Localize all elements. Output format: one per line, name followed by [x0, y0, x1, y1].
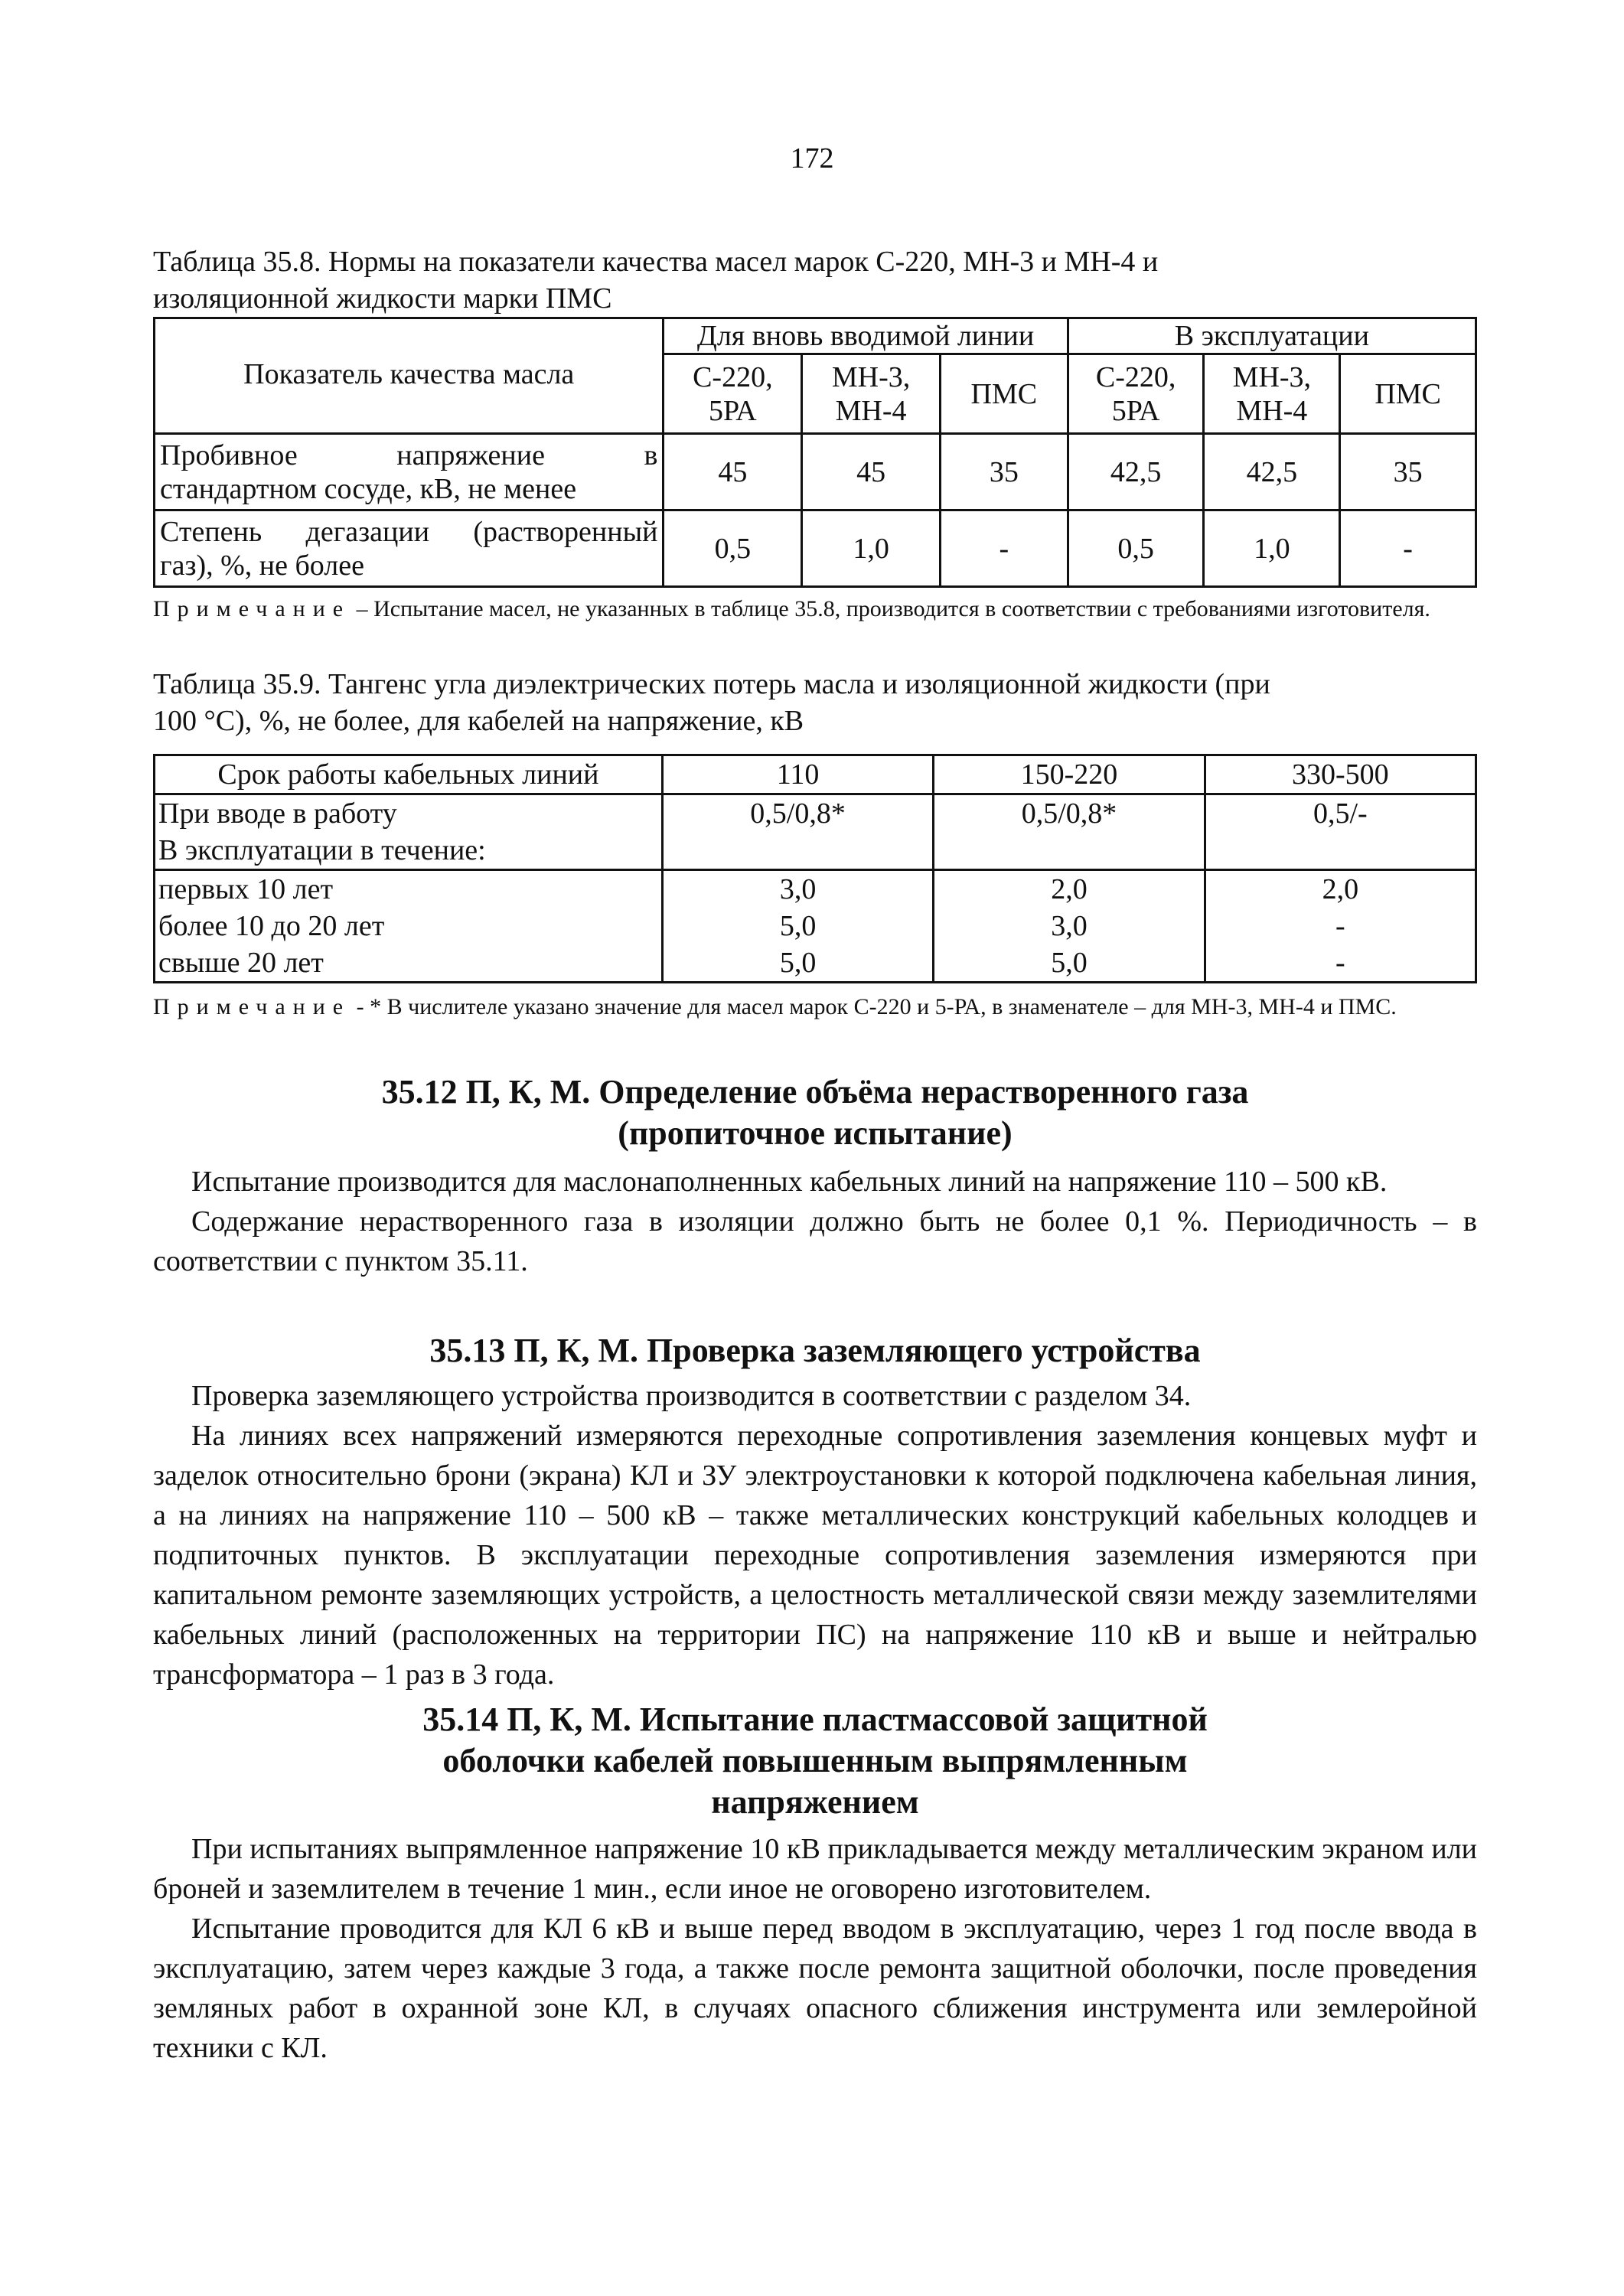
row-label: Степень дегазации (растворенный газ), %, не более	[155, 510, 664, 587]
paragraph: На линиях всех напряжений измеряются переходные сопротивления заземления концевых муфт и заделок относительно брони (экрана) КЛ и ЗУ электроустановки к которой подключена кабельная линия, а на линиях на напряжение 110 – 500 кВ – также металлических конструкций кабельных колодцев и подпиточных пунктов. В эксплуатации переходные сопротивления заземления измеряются при капитальном ремонте заземляющих устройств, а целостность металлической связи между заземлителями кабельных линий (расположенных на территории ПС) на напряжение 110 кВ и выше и нейтралью трансформатора – 1 раз в 3 года.	[153, 1420, 1477, 1691]
header-cell: 330-500	[1205, 755, 1476, 794]
cell: 45	[664, 434, 802, 510]
note-label: Примечание	[153, 994, 351, 1019]
cell: 42,5	[1204, 434, 1340, 510]
subheader-mn: МН-3, МН-4	[1204, 354, 1340, 434]
table-row	[155, 944, 1476, 983]
cell: 5,0	[662, 908, 933, 944]
table-row	[155, 870, 1476, 908]
section-heading: 35.13 П, К, М. Проверка заземляющего устройства	[429, 1332, 1201, 1369]
cell: -	[1205, 944, 1476, 983]
table-row	[155, 794, 1476, 833]
row-label: свыше 20 лет	[155, 944, 663, 983]
cell: 3,0	[662, 870, 933, 908]
row-label: В эксплуатации в течение:	[155, 832, 663, 870]
table-row	[155, 832, 1476, 870]
table-row	[155, 510, 1476, 587]
table-35-9-caption	[153, 666, 1477, 739]
cell: 0,5	[1068, 510, 1204, 587]
caption-line: изоляционной жидкости марки ПМС	[153, 282, 612, 315]
cell: 5,0	[934, 944, 1205, 983]
cell: -	[1205, 908, 1476, 944]
section-35-13	[153, 1330, 1477, 1694]
caption-line: Таблица 35.9. Тангенс угла диэлектрических потерь масла и изоляционной жидкости (при	[153, 668, 1270, 700]
header-parameter: Показатель качества масла	[155, 318, 664, 434]
paragraph: Содержание нерастворенного газа в изоляции должно быть не более 0,1 %. Периодичность – в соответствии с пунктом 35.11.	[153, 1205, 1477, 1277]
table-row	[155, 434, 1476, 510]
cell: 1,0	[802, 510, 941, 587]
subheader-pms: ПМС	[940, 354, 1068, 434]
section-35-12	[153, 1071, 1477, 1281]
cell: -	[1340, 510, 1476, 587]
caption-line: Таблица 35.8. Нормы на показатели качества масел марок С-220, МН-3 и МН-4 и	[153, 246, 1159, 278]
table-35-8-caption	[153, 243, 1477, 317]
cell: 42,5	[1068, 434, 1204, 510]
table-35-8-note	[153, 595, 1477, 624]
cell: 3,0	[934, 908, 1205, 944]
cell: 35	[940, 434, 1068, 510]
section-heading: 35.12 П, К, М. Определение объёма нерастворенного газа (пропиточное испытание)	[381, 1073, 1249, 1152]
table-35-8	[153, 317, 1477, 588]
table-35-9-note	[153, 993, 1477, 1022]
cell: 5,0	[662, 944, 933, 983]
table-row	[155, 908, 1476, 944]
row-label: более 10 до 20 лет	[155, 908, 663, 944]
subheader-pms: ПМС	[1340, 354, 1476, 434]
cell: 2,0	[1205, 870, 1476, 908]
cell	[1205, 832, 1476, 870]
cell: 0,5/0,8*	[662, 794, 933, 833]
cell: 0,5/-	[1205, 794, 1476, 833]
cell	[934, 832, 1205, 870]
header-cell: 110	[662, 755, 933, 794]
row-label: первых 10 лет	[155, 870, 663, 908]
paragraph: Испытание производится для маслонаполненных кабельных линий на напряжение 110 – 500 кВ.	[191, 1166, 1388, 1198]
note-text: - * В числителе указано значение для масел марок С-220 и 5-РА, в знаменателе – для МН-3, МН-4 и ПМС.	[351, 994, 1397, 1019]
row-label: Пробивное напряжение в стандартном сосуде, кВ, не менее	[155, 434, 664, 510]
cell: 2,0	[934, 870, 1205, 908]
cell: 1,0	[1204, 510, 1340, 587]
cell: 45	[802, 434, 941, 510]
header-in-operation: В эксплуатации	[1068, 318, 1476, 354]
section-35-14	[153, 1699, 1477, 2068]
cell: 35	[1340, 434, 1476, 510]
header-new-line: Для вновь вводимой линии	[664, 318, 1068, 354]
row-label: При вводе в работу	[155, 794, 663, 833]
header-cell: 150-220	[934, 755, 1205, 794]
table-35-9	[153, 754, 1477, 983]
header-cell: Срок работы кабельных линий	[155, 755, 663, 794]
page-number: 172	[790, 142, 834, 174]
cell: -	[940, 510, 1068, 587]
paragraph: Испытание проводится для КЛ 6 кВ и выше перед вводом в эксплуатацию, через 1 год после ввода в эксплуатацию, затем через каждые 3 года, а также после ремонта защитной оболочки, после проведения земляных работ в охранной зоне КЛ, в случаях опасного сближения инструмента или землеройной техники с КЛ.	[153, 1913, 1477, 2064]
note-label: Примечание	[153, 596, 351, 621]
subheader-c220: С-220, 5РА	[1068, 354, 1204, 434]
cell	[662, 832, 933, 870]
caption-line: 100 °С), %, не более, для кабелей на напряжение, кВ	[153, 705, 804, 737]
subheader-c220: С-220, 5РА	[664, 354, 802, 434]
section-heading: 35.14 П, К, М. Испытание пластмассовой защитной оболочки кабелей повышенным выпрямленным напряжением	[422, 1701, 1208, 1821]
paragraph: Проверка заземляющего устройства производится в соответствии с разделом 34.	[191, 1380, 1192, 1412]
subheader-mn: МН-3, МН-4	[802, 354, 941, 434]
cell: 0,5/0,8*	[934, 794, 1205, 833]
paragraph: При испытаниях выпрямленное напряжение 10 кВ прикладывается между металлическим экраном или броней и заземлителем в течение 1 мин., если иное не оговорено изготовителем.	[153, 1833, 1477, 1905]
note-text: – Испытание масел, не указанных в таблице 35.8, производится в соответствии с требованиями изготовителя.	[351, 596, 1430, 621]
cell: 0,5	[664, 510, 802, 587]
